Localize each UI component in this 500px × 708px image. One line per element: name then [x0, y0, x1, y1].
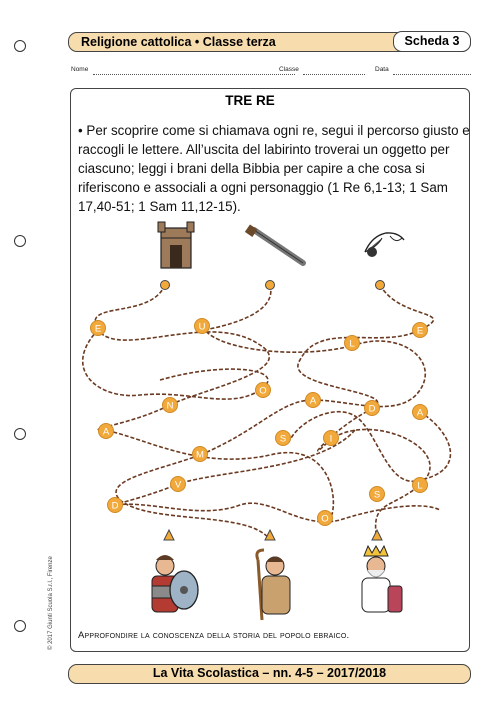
- crowned-king-icon: [362, 546, 402, 612]
- letter-label: S: [373, 489, 381, 501]
- copyright-text: © 2017 Giunti Scuola S.r.l., Firenze: [48, 556, 54, 650]
- instructions-text: • Per scoprire come si chiamava ogni re, segui il percorso giusto e raccogli le lettere. All’uscita del labirinto troverai un oggetto per ciascuno; leggi i brani della Bibbia per capire a che cosa si riferiscono e associali a ogni personaggio (1 Re 6,1-13; 1 Sam 17,40-51; 1 Sam 11,12-15).: [78, 123, 470, 214]
- letter-label: N: [166, 400, 174, 412]
- letter-label: D: [368, 403, 376, 415]
- horn-icon: [365, 233, 404, 257]
- sword-icon: [245, 224, 303, 263]
- letter-label: S: [279, 433, 287, 445]
- letter-label: V: [174, 479, 182, 491]
- maze-entry-dot: [266, 281, 275, 290]
- letter-label: M: [196, 449, 204, 461]
- letter-label: A: [416, 407, 424, 419]
- date-label: Data: [375, 66, 389, 73]
- maze-entry-dot: [161, 281, 170, 290]
- name-label: Nome: [71, 66, 89, 73]
- letter-label: I: [329, 433, 333, 445]
- shepherd-king-icon: [257, 550, 290, 620]
- soldier-king-icon: [152, 555, 198, 612]
- subject-title: Religione cattolica • Classe terza: [81, 35, 276, 49]
- class-label: Classe: [279, 66, 299, 73]
- letter-label: A: [309, 395, 317, 407]
- note-text: Approfondire la conoscenza della storia del popolo ebraico.: [78, 630, 350, 641]
- letter-label: D: [111, 500, 119, 512]
- letter-label: L: [417, 480, 423, 492]
- letter-label: O: [259, 385, 267, 397]
- maze-exit-arrow: [164, 530, 174, 540]
- maze-paths: [83, 285, 451, 540]
- sheet-label: Scheda 3: [393, 31, 471, 52]
- maze-entry-dot: [376, 281, 385, 290]
- footer-band: La Vita Scolastica – nn. 4-5 – 2017/2018: [68, 664, 471, 684]
- letter-label: A: [102, 426, 110, 438]
- letter-label: O: [321, 513, 329, 525]
- letter-label: E: [416, 325, 424, 337]
- temple-icon: [158, 222, 194, 268]
- letter-label: E: [94, 323, 102, 335]
- maze-exit-arrow: [372, 530, 382, 540]
- exercise-title: TRE RE: [225, 93, 275, 108]
- letter-label: L: [349, 338, 355, 350]
- letter-label: U: [198, 321, 206, 333]
